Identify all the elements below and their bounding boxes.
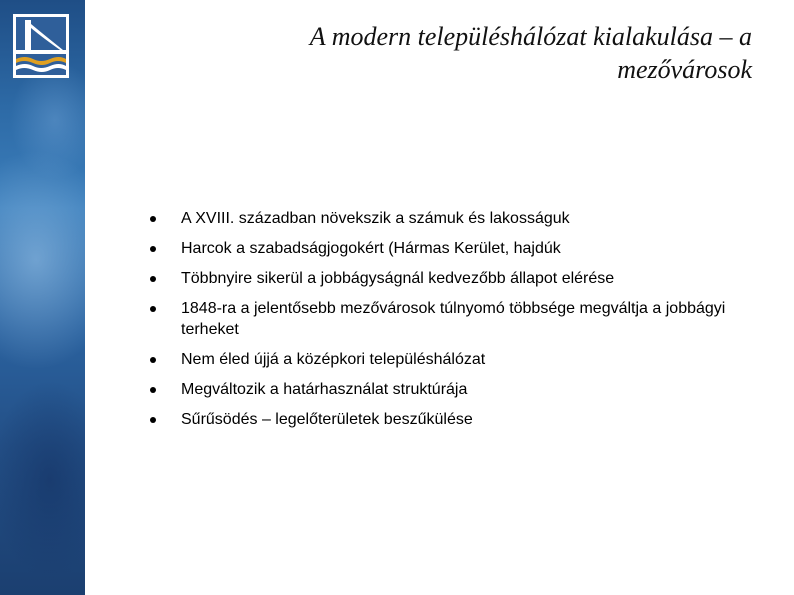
bridge-logo-icon <box>13 14 69 78</box>
bullet-text: 1848-ra a jelentősebb mezővárosok túlnyomó többsége megváltja a jobbágyi terheket <box>181 300 726 338</box>
bullet-item <box>150 349 765 370</box>
bullet-item <box>150 268 765 289</box>
bullet-text: Sűrűsödés – legelőterületek beszűkülése <box>181 411 473 428</box>
bullet-item <box>150 298 765 340</box>
strip-highlight-wash <box>10 60 85 180</box>
bullet-item <box>150 379 765 400</box>
bullet-dot-icon <box>150 246 156 252</box>
bullet-text: A XVIII. században növekszik a számuk és lakosságuk <box>181 210 570 227</box>
bullet-text: Többnyire sikerül a jobbágyságnál kedvezőbb állapot elérése <box>181 270 615 287</box>
slide-title: A modern településhálózat kialakulása – a mezővárosok <box>309 22 752 84</box>
bullet-item <box>150 409 765 430</box>
bullet-text: Megváltozik a határhasználat struktúrája <box>181 381 468 398</box>
bullet-dot-icon <box>150 216 156 222</box>
bullet-item <box>150 238 765 259</box>
bullet-dot-icon <box>150 276 156 282</box>
strip-dark-wash <box>0 380 85 580</box>
bullet-dot-icon <box>150 306 156 312</box>
bullet-text: Nem éled újjá a középkori településhálózat <box>181 351 486 368</box>
bullet-list <box>150 208 765 439</box>
bullet-text: Harcok a szabadságjogokért (Hármas Kerület, hajdúk <box>181 240 561 257</box>
bullet-dot-icon <box>150 357 156 363</box>
bullet-dot-icon <box>150 387 156 393</box>
bullet-dot-icon <box>150 417 156 423</box>
strip-light-wash <box>0 150 85 370</box>
bullet-item <box>150 208 765 229</box>
decorative-side-strip <box>0 0 85 595</box>
